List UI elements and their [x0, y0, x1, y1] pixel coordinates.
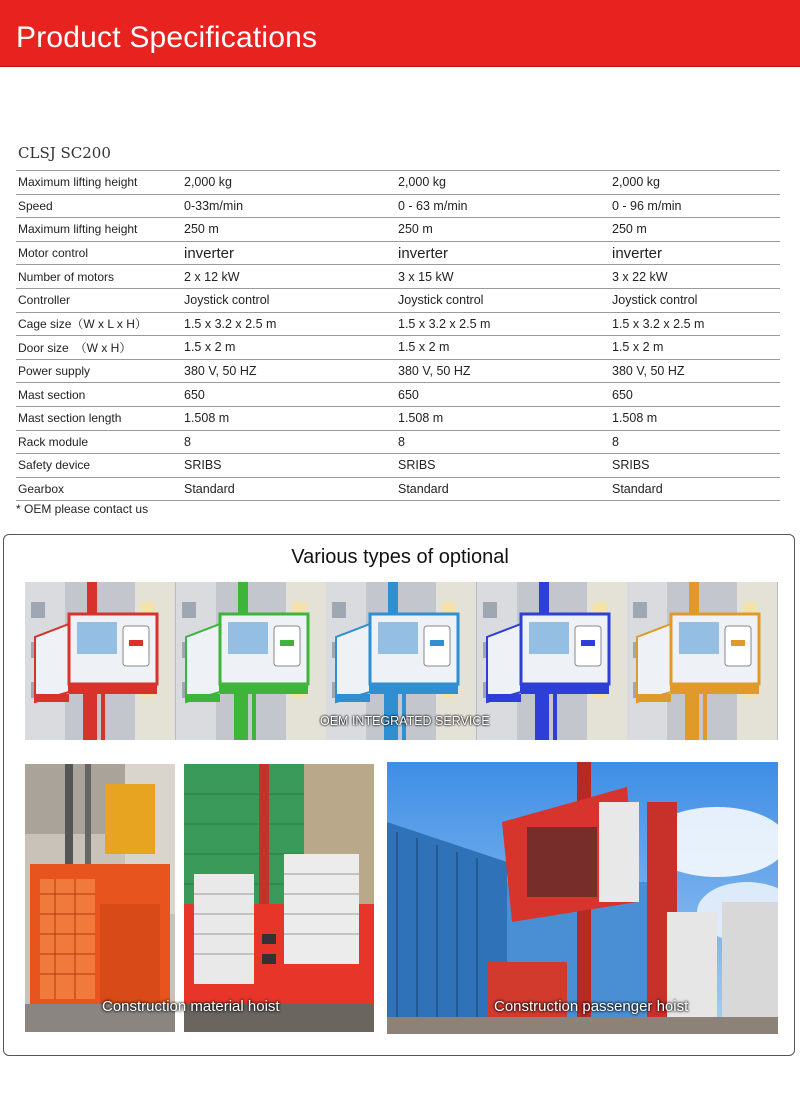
spec-value: Joystick control — [610, 288, 780, 312]
spec-value: 1.5 x 3.2 x 2.5 m — [180, 312, 396, 336]
spec-row — [16, 359, 780, 383]
spec-label: Cage size（W x L x H） — [16, 312, 180, 336]
passenger-hoist-photo — [387, 762, 778, 1034]
spec-value: 3 x 15 kW — [396, 265, 610, 289]
spec-label: Gearbox — [16, 477, 180, 501]
spec-label: Door size （W x H） — [16, 336, 180, 360]
spec-value: 1.5 x 2 m — [396, 336, 610, 360]
spec-value: 0 - 63 m/min — [396, 194, 610, 218]
header-banner — [0, 0, 800, 67]
spec-value: 1.5 x 3.2 x 2.5 m — [396, 312, 610, 336]
spec-value: Standard — [610, 477, 780, 501]
spec-value: 1.508 m — [610, 406, 780, 430]
spec-label: Power supply — [16, 359, 180, 383]
spec-label: Number of motors — [16, 265, 180, 289]
spec-value: 380 V, 50 HZ — [610, 359, 780, 383]
spec-value: 2 x 12 kW — [180, 265, 396, 289]
spec-row — [16, 265, 780, 289]
spec-value: 1.5 x 3.2 x 2.5 m — [610, 312, 780, 336]
spec-value: 1.508 m — [396, 406, 610, 430]
spec-row — [16, 430, 780, 454]
spec-row — [16, 241, 780, 265]
spec-value: Standard — [396, 477, 610, 501]
page-title: Product Specifications — [16, 21, 318, 54]
spec-label: Speed — [16, 194, 180, 218]
spec-row — [16, 336, 780, 360]
spec-value: inverter — [180, 241, 396, 265]
spec-value: 8 — [396, 430, 610, 454]
spec-row — [16, 218, 780, 242]
spec-label: Maximum lifting height — [16, 171, 180, 195]
spec-row — [16, 194, 780, 218]
optional-title: Various types of optional — [291, 546, 509, 568]
spec-value: 1.5 x 2 m — [180, 336, 396, 360]
spec-value: Joystick control — [180, 288, 396, 312]
material-hoist-photo-1 — [25, 764, 175, 1032]
spec-row — [16, 477, 780, 501]
hoist-cage-option — [477, 582, 627, 740]
model-name: CLSJ SC200 — [18, 144, 111, 162]
spec-table — [16, 170, 780, 501]
spec-row — [16, 454, 780, 478]
hoist-cage-option — [25, 582, 175, 740]
spec-row — [16, 383, 780, 407]
spec-value: 650 — [396, 383, 610, 407]
spec-value: 3 x 22 kW — [610, 265, 780, 289]
spec-row — [16, 171, 780, 195]
spec-value: SRIBS — [180, 454, 396, 478]
material-hoist-photo-2 — [184, 764, 374, 1032]
hoist-cage-option — [627, 582, 777, 740]
passenger-hoist-caption: Construction passenger hoist — [494, 998, 689, 1015]
spec-value: 1.5 x 2 m — [610, 336, 780, 360]
oem-service-label: OEM INTEGRATED SERVICE — [320, 714, 490, 728]
spec-value: 2,000 kg — [610, 171, 780, 195]
spec-value: Standard — [180, 477, 396, 501]
spec-label: Maximum lifting height — [16, 218, 180, 242]
spec-value: Joystick control — [396, 288, 610, 312]
spec-value: 2,000 kg — [396, 171, 610, 195]
spec-label: Safety device — [16, 454, 180, 478]
spec-value: 0 - 96 m/min — [610, 194, 780, 218]
spec-value: 250 m — [610, 218, 780, 242]
spec-value: 380 V, 50 HZ — [180, 359, 396, 383]
spec-label: Motor control — [16, 241, 180, 265]
spec-value: inverter — [610, 241, 780, 265]
spec-value: 2,000 kg — [180, 171, 396, 195]
spec-value: inverter — [396, 241, 610, 265]
spec-value: 0-33m/min — [180, 194, 396, 218]
spec-label: Rack module — [16, 430, 180, 454]
spec-value: 250 m — [180, 218, 396, 242]
spec-row — [16, 288, 780, 312]
spec-value: SRIBS — [610, 454, 780, 478]
material-hoist-caption: Construction material hoist — [102, 998, 280, 1015]
spec-value: 1.508 m — [180, 406, 396, 430]
spec-value: 380 V, 50 HZ — [396, 359, 610, 383]
spec-label: Mast section — [16, 383, 180, 407]
spec-value: 650 — [610, 383, 780, 407]
spec-value: 650 — [180, 383, 396, 407]
spec-label: Controller — [16, 288, 180, 312]
spec-row — [16, 312, 780, 336]
spec-label: Mast section length — [16, 406, 180, 430]
spec-value: 8 — [180, 430, 396, 454]
spec-value: 250 m — [396, 218, 610, 242]
oem-note: * OEM please contact us — [16, 502, 149, 516]
hoist-cage-option — [176, 582, 326, 740]
spec-row — [16, 406, 780, 430]
spec-value: SRIBS — [396, 454, 610, 478]
spec-value: 8 — [610, 430, 780, 454]
